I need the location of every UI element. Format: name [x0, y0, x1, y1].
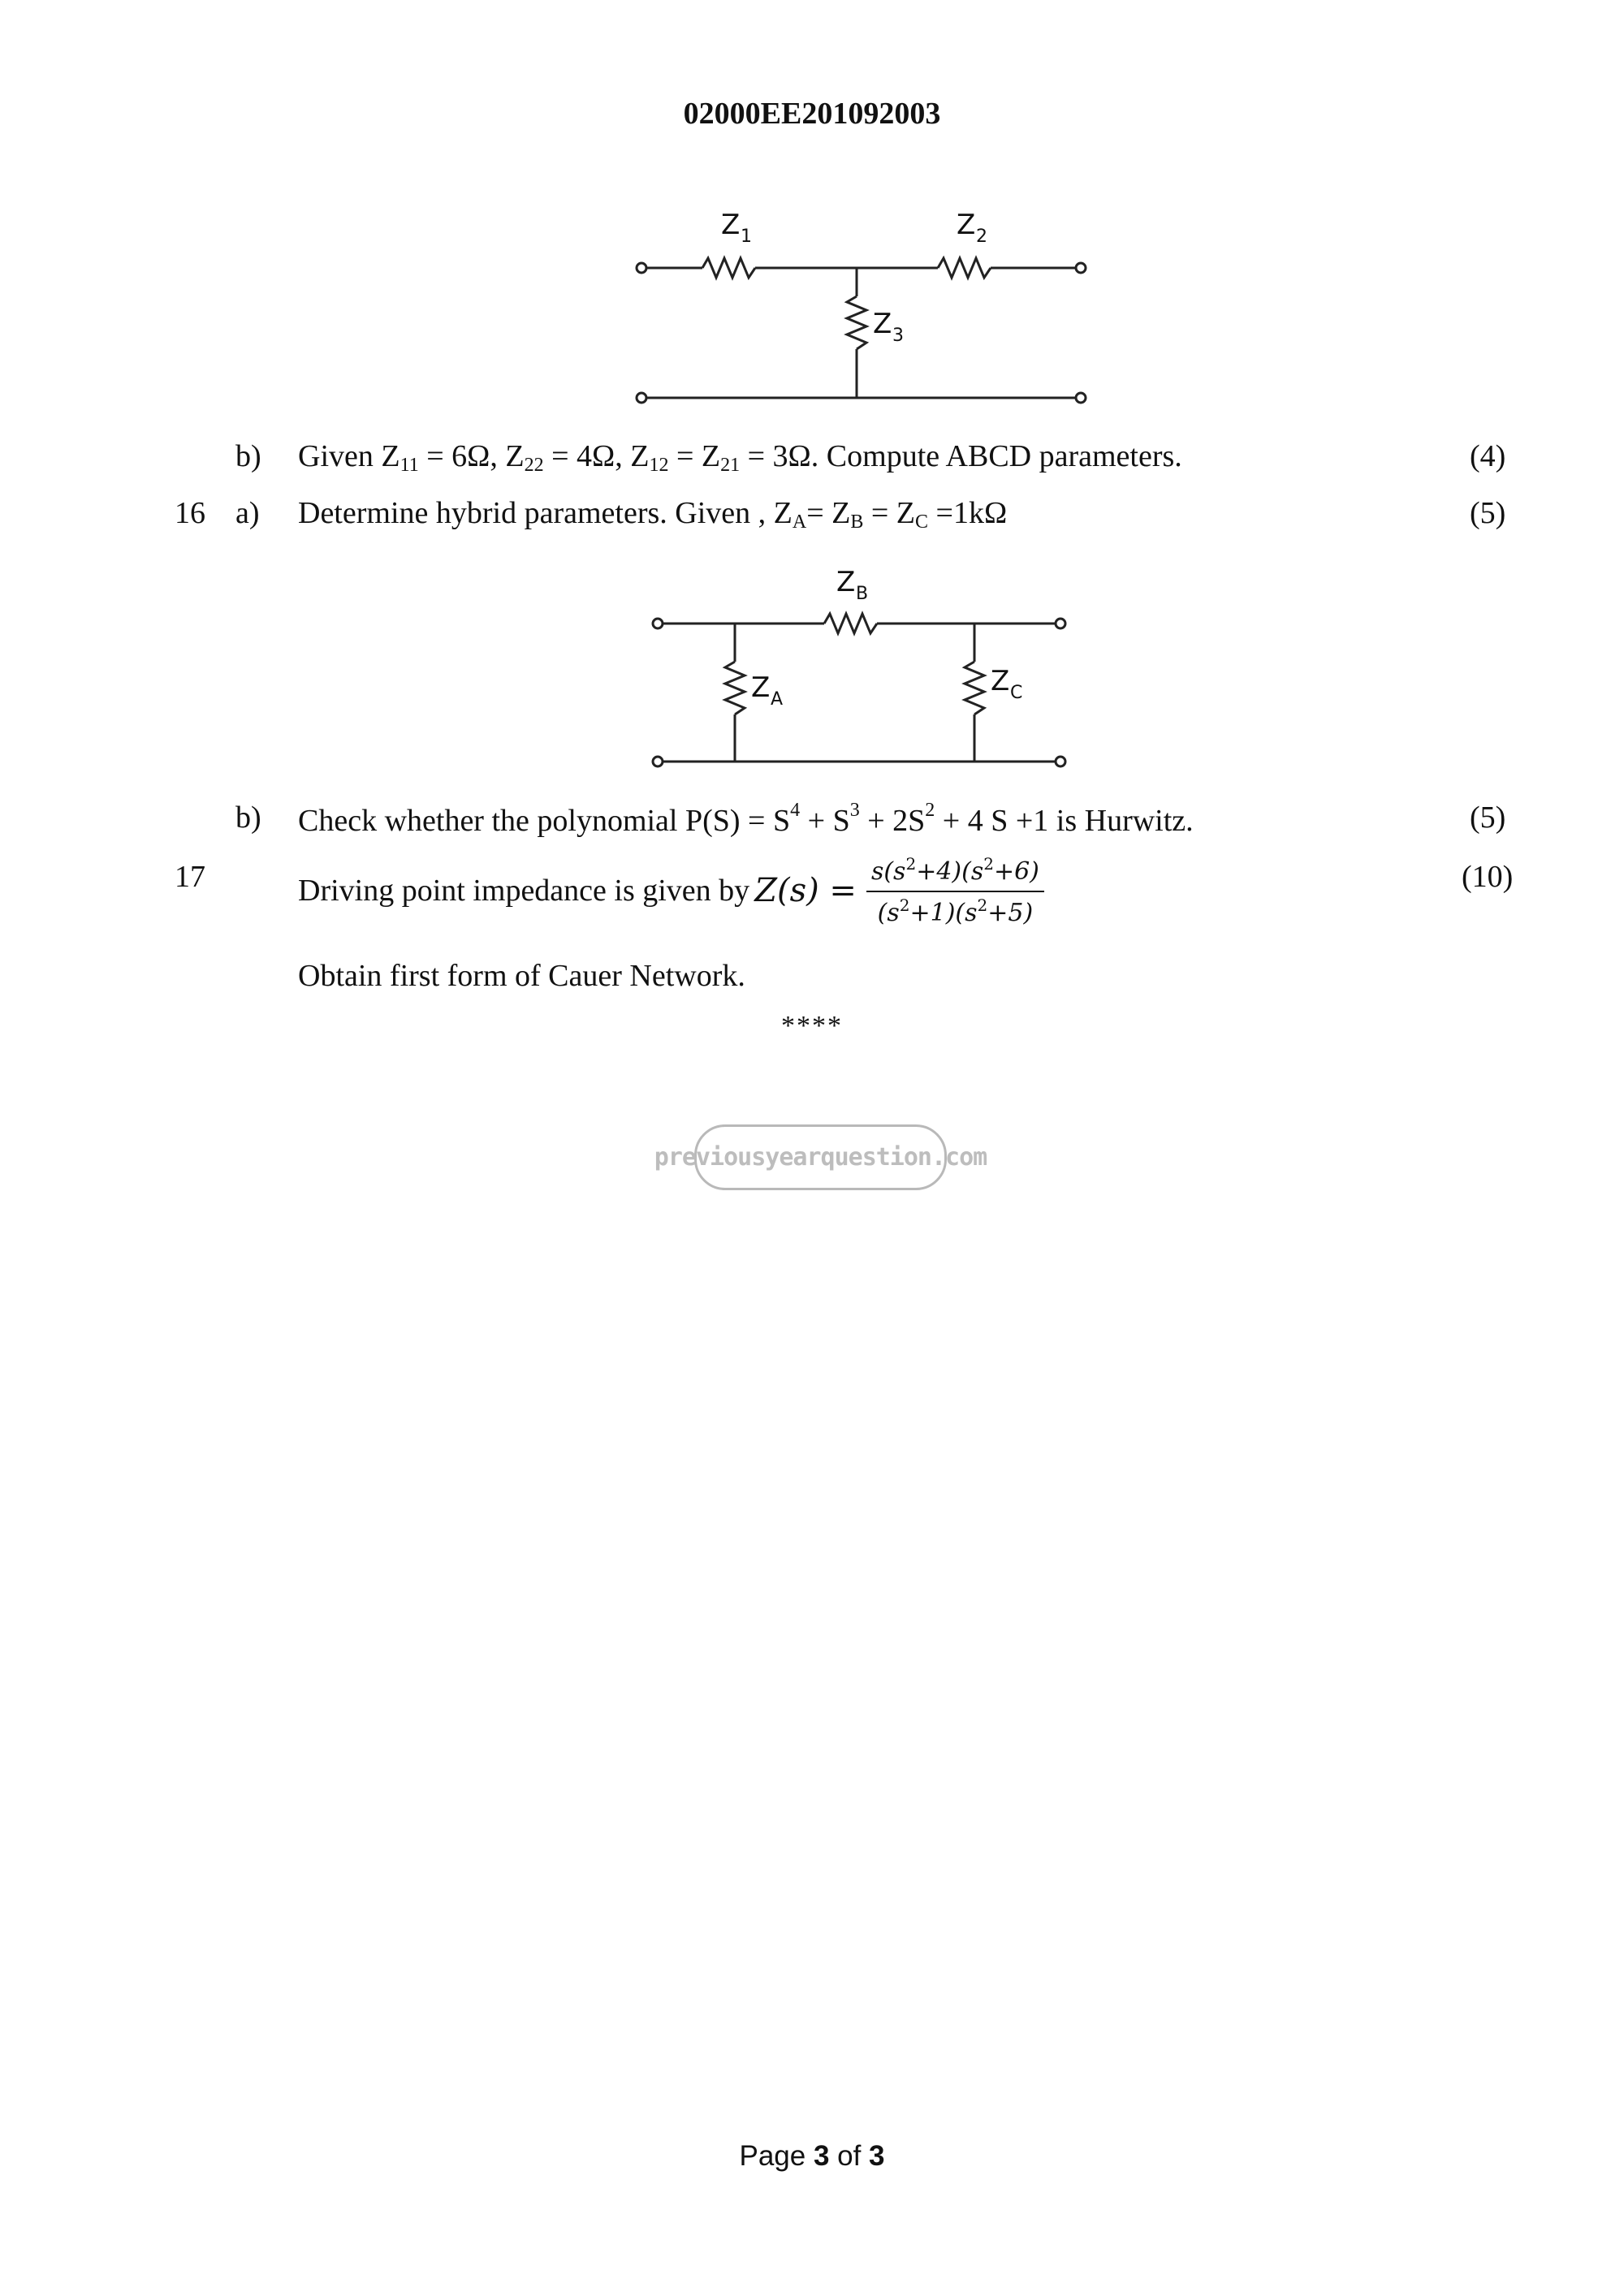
zc-label: Z: [991, 665, 1010, 697]
impedance-lhs: Z(s) =: [754, 872, 857, 909]
z3-subscript: 3: [892, 326, 904, 346]
zc-subscript: C: [1010, 683, 1023, 703]
question-17-instruction: Obtain first form of Cauer Network.: [298, 959, 745, 993]
pi-network-diagram: [633, 552, 1088, 779]
question-16b-marks: (5): [1470, 801, 1506, 835]
question-16a-marks: (5): [1470, 496, 1506, 530]
zb-label: Z: [836, 566, 856, 598]
end-stars: ****: [781, 1011, 843, 1041]
za-subscript: A: [771, 689, 784, 710]
question-16a-text: Determine hybrid parameters. Given , $Z_A= Z_B = Z_C =1k\Omega$: [298, 496, 1008, 533]
za-label: Z: [751, 671, 771, 704]
t-network-diagram: [617, 195, 1104, 414]
question-17-marks: (10): [1462, 860, 1514, 894]
question-15b-marks: (4): [1470, 439, 1506, 473]
question-17-number: 17: [175, 860, 205, 894]
question-16a-label: a): [235, 496, 260, 530]
impedance-fraction: $\frac{s(s^2+4)(s^2+6)}{(s^2+1)(s^2+5)}$: [866, 854, 1044, 927]
z1-subscript: 1: [741, 227, 752, 247]
page-footer: Page 3 of 3: [739, 2140, 885, 2172]
zb-subscript: B: [856, 584, 869, 604]
question-15b-label: b): [235, 439, 261, 473]
question-15b-text: Given $Z_{11} = 6\Omega$, $Z_{22} = 4\Omega$, $Z_{12} = Z_{21} = 3\Omega$. Compute ABCD parameters.: [298, 439, 1182, 476]
z2-subscript: 2: [976, 227, 987, 247]
question-16-number: 16: [175, 496, 205, 530]
question-16b-label: b): [235, 801, 261, 835]
question-17-text: Driving point impedance is given by Z(s) = $\frac{s(s^2+4)(s^2+6)}{(s^2+1)(s^2+5)}$: [298, 854, 1044, 927]
watermark-stamp: previousyearquestion.com: [694, 1124, 947, 1190]
z3-label: Z: [873, 308, 892, 340]
z2-label: Z: [957, 209, 976, 241]
question-16b-text: Check whether the polynomial $P(S) = S^4 + S^3 + 2S^2 + 4$ S +1 is Hurwitz.: [298, 800, 1194, 838]
z1-label: Z: [721, 209, 741, 241]
document-code: 02000EE201092003: [683, 97, 941, 131]
